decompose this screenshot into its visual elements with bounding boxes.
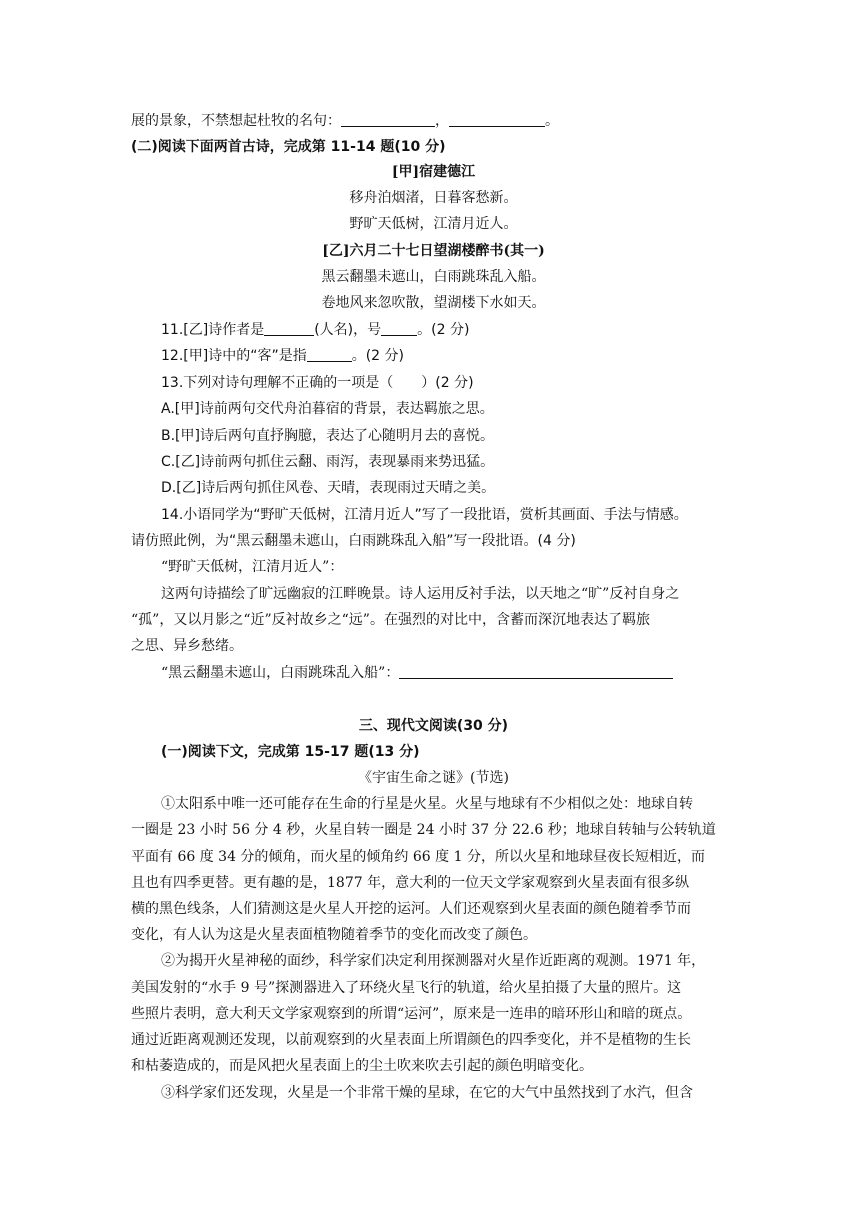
- paragraph-line: 且也有四季更替。更有趣的是，1877 年，意大利的一位天文学家观察到火星表面有很多纵: [131, 875, 690, 891]
- paragraph-line: 通过近距离观测还发现，以前观察到的火星表面上所谓颜色的四季变化，并不是植物的生长: [131, 1032, 691, 1048]
- text: 。(2 分): [417, 322, 470, 338]
- line-du-mu-quote: [131, 111, 559, 131]
- poem-line: 黑云翻墨未遮山，白雨跳珠乱入船。: [321, 269, 546, 285]
- paragraph-line: 和枯萎造成的，而是风把火星表面上的尘土吹来吹去引起的颜色明暗变化。: [131, 1058, 593, 1074]
- example-text: “孤”，又以月影之“近”反衬故乡之“远”。在强烈的对比中，含蓄而深沉地表达了羁旅: [131, 612, 650, 628]
- paragraph-line: ①太阳系中唯一还可能存在生命的行星是火星。火星与地球有不少相似之处：地球自转: [161, 796, 693, 812]
- question-14-line: 请仿照此例，为“黑云翻墨未遮山，白雨跳珠乱入船”写一段批语。(4 分): [131, 533, 576, 549]
- paragraph-line: ③科学家们还发现，火星是一个非常干燥的星球，在它的大气中虽然找到了水汽，但含: [161, 1085, 693, 1101]
- poem-line: 卷地风来忽吹散，望湖楼下水如天。: [321, 295, 546, 311]
- question-12: [161, 346, 404, 366]
- text: 。(2 分): [351, 348, 404, 364]
- answer-line: [161, 663, 673, 683]
- section-title: 三、现代文阅读(30 分): [358, 718, 509, 734]
- text: 展的景象，不禁想起杜牧的名句：: [131, 113, 341, 129]
- answer-blank[interactable]: [399, 664, 673, 679]
- section-subheading: (一)阅读下文，完成第 15-17 题(13 分): [161, 744, 420, 760]
- text: (人名)，号: [314, 322, 382, 338]
- answer-blank[interactable]: [264, 321, 314, 336]
- poem-title: [甲]宿建德江: [391, 164, 476, 180]
- section-heading: (二)阅读下面两首古诗，完成第 11-14 题(10 分): [131, 139, 446, 155]
- text: 12.[甲]诗中的“客”是指: [161, 348, 307, 364]
- poem-line: 野旷天低树，江清月近人。: [349, 216, 518, 232]
- option-b: B.[甲]诗后两句直抒胸臆，表达了心随明月去的喜悦。: [161, 428, 494, 444]
- answer-blank[interactable]: [307, 347, 352, 362]
- question-14-line: 14.小语同学为“野旷天低树，江清月近人”写了一段批语，赏析其画面、手法与情感。: [161, 507, 688, 523]
- paragraph-line: 横的黑色线条，人们猜测这是火星人开挖的运河。人们还观察到火星表面的颜色随着季节而: [131, 901, 691, 917]
- question-11: [161, 320, 469, 340]
- paragraph-line: 一圈是 23 小时 56 分 4 秒，火星自转一圈是 24 小时 37 分 22.6 秒；地球自转轴与公转轨道: [131, 822, 716, 838]
- poem-title: [乙]六月二十七日望湖楼醉书(其一): [322, 243, 545, 259]
- text: 11.[乙]诗作者是: [161, 322, 265, 338]
- example-quote: “野旷天低树，江清月近人”：: [161, 559, 344, 575]
- paragraph-line: 平面有 66 度 34 分的倾角，而火星的倾角约 66 度 1 分，所以火星和地球昼夜长短相近，而: [131, 849, 705, 865]
- paragraph-line: 变化，有人认为这是火星表面植物随着季节的变化而改变了颜色。: [131, 927, 537, 943]
- poem-line: 移舟泊烟渚，日暮客愁新。: [349, 190, 518, 206]
- example-text: 这两句诗描绘了旷远幽寂的江畔晚景。诗人运用反衬手法，以天地之“旷”反衬自身之: [161, 586, 680, 602]
- answer-blank[interactable]: [381, 321, 417, 336]
- answer-blank[interactable]: [341, 112, 435, 127]
- paragraph-line: 些照片表明，意大利天文学家观察到的所谓“运河”，原来是一连串的暗环形山和暗的斑点。: [131, 1006, 692, 1022]
- text: “黑云翻墨未遮山，白雨跳珠乱入船”：: [161, 665, 400, 681]
- paragraph-line: 美国发射的“水手 9 号”探测器进入了环绕火星飞行的轨道，给火星拍摄了大量的照片。这: [131, 980, 682, 996]
- answer-blank[interactable]: [449, 112, 545, 127]
- option-d: D.[乙]诗后两句抓住风卷、天晴，表现雨过天晴之美。: [161, 480, 496, 496]
- option-a: A.[甲]诗前两句交代舟泊暮宿的背景，表达羁旅之思。: [161, 401, 494, 417]
- question-13: 13.下列对诗句理解不正确的一项是（ ）(2 分): [161, 375, 474, 391]
- text: 。: [545, 113, 559, 129]
- option-c: C.[乙]诗前两句抓住云翻、雨泻，表现暴雨来势迅猛。: [161, 454, 495, 470]
- text: ，: [435, 113, 449, 129]
- paragraph-line: ②为揭开火星神秘的面纱，科学家们决定利用探测器对火星作近距离的观测。1971 年，: [161, 953, 706, 969]
- example-text: 之思、异乡愁绪。: [131, 638, 243, 654]
- article-title: 《宇宙生命之谜》(节选): [358, 770, 509, 786]
